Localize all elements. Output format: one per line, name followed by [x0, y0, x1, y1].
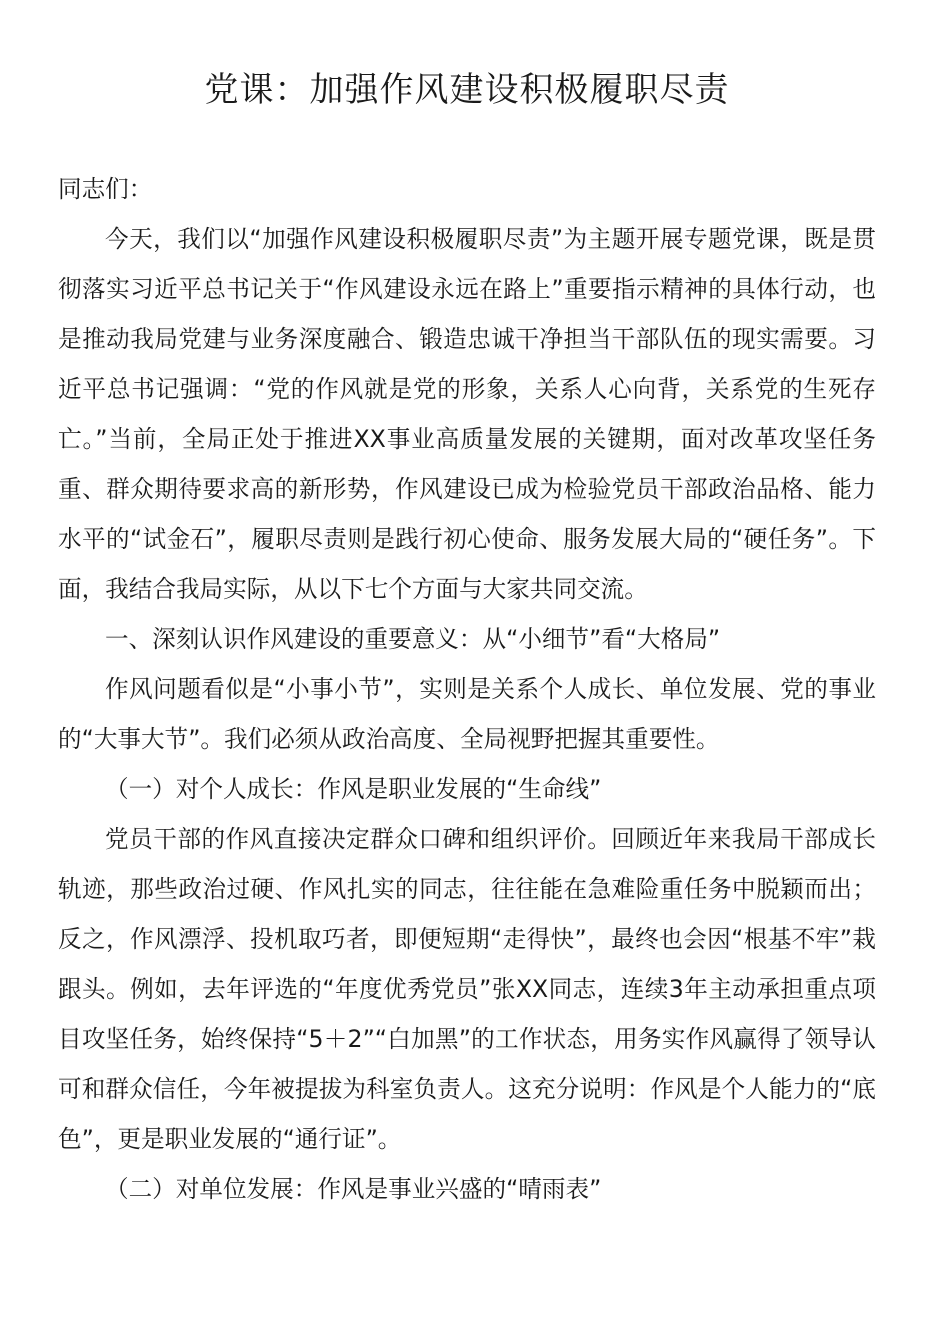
- intro-paragraph: 今天，我们以“加强作风建设积极履职尽责”为主题开展专题党课，既是贯彻落实习近平总书记关于“作风建设永远在路上”重要指示精神的具体行动，也是推动我局党建与业务深度融合、锻造忠诚干净担当干部队伍的现实需要。习近平总书记强调：“党的作风就是党的形象，关系人心向背，关系党的生死存亡。”当前，全局正处于推进XX事业高质量发展的关键期，面对改革攻坚任务重、群众期待要求高的新形势，作风建设已成为检验党员干部政治品格、能力水平的“试金石”，履职尽责则是践行初心使命、服务发展大局的“硬任务”。下面，我结合我局实际，从以下七个方面与大家共同交流。: [58, 225, 876, 603]
- section-1-paragraph: 作风问题看似是“小事小节”，实则是关系个人成长、单位发展、党的事业的“大事大节”。我们必须从政治高度、全局视野把握其重要性。: [58, 675, 876, 753]
- subsection-2-heading: （二）对单位发展：作风是事业兴盛的“晴雨表”: [105, 1175, 602, 1203]
- document-title: 党课：加强作风建设积极履职尽责: [204, 70, 730, 110]
- salutation: 同志们：: [58, 175, 153, 203]
- subsection-1-paragraph: 党员干部的作风直接决定群众口碑和组织评价。回顾近年来我局干部成长轨迹，那些政治过硬、作风扎实的同志，往往能在急难险重任务中脱颖而出；反之，作风漂浮、投机取巧者，即便短期“走得快”，最终也会因“根基不牢”栽跟头。例如，去年评选的“年度优秀党员”张XX同志，连续3年主动承担重点项目攻坚任务，始终保持“5＋2”“白加黑”的工作状态，用务实作风赢得了领导认可和群众信任，今年被提拔为科室负责人。这充分说明：作风是个人能力的“底色”，更是职业发展的“通行证”。: [58, 825, 876, 1153]
- subsection-1-heading: （一）对个人成长：作风是职业发展的“生命线”: [105, 775, 602, 803]
- section-1-heading: 一、深刻认识作风建设的重要意义：从“小细节”看“大格局”: [105, 625, 721, 653]
- document-body: [58, 164, 876, 1214]
